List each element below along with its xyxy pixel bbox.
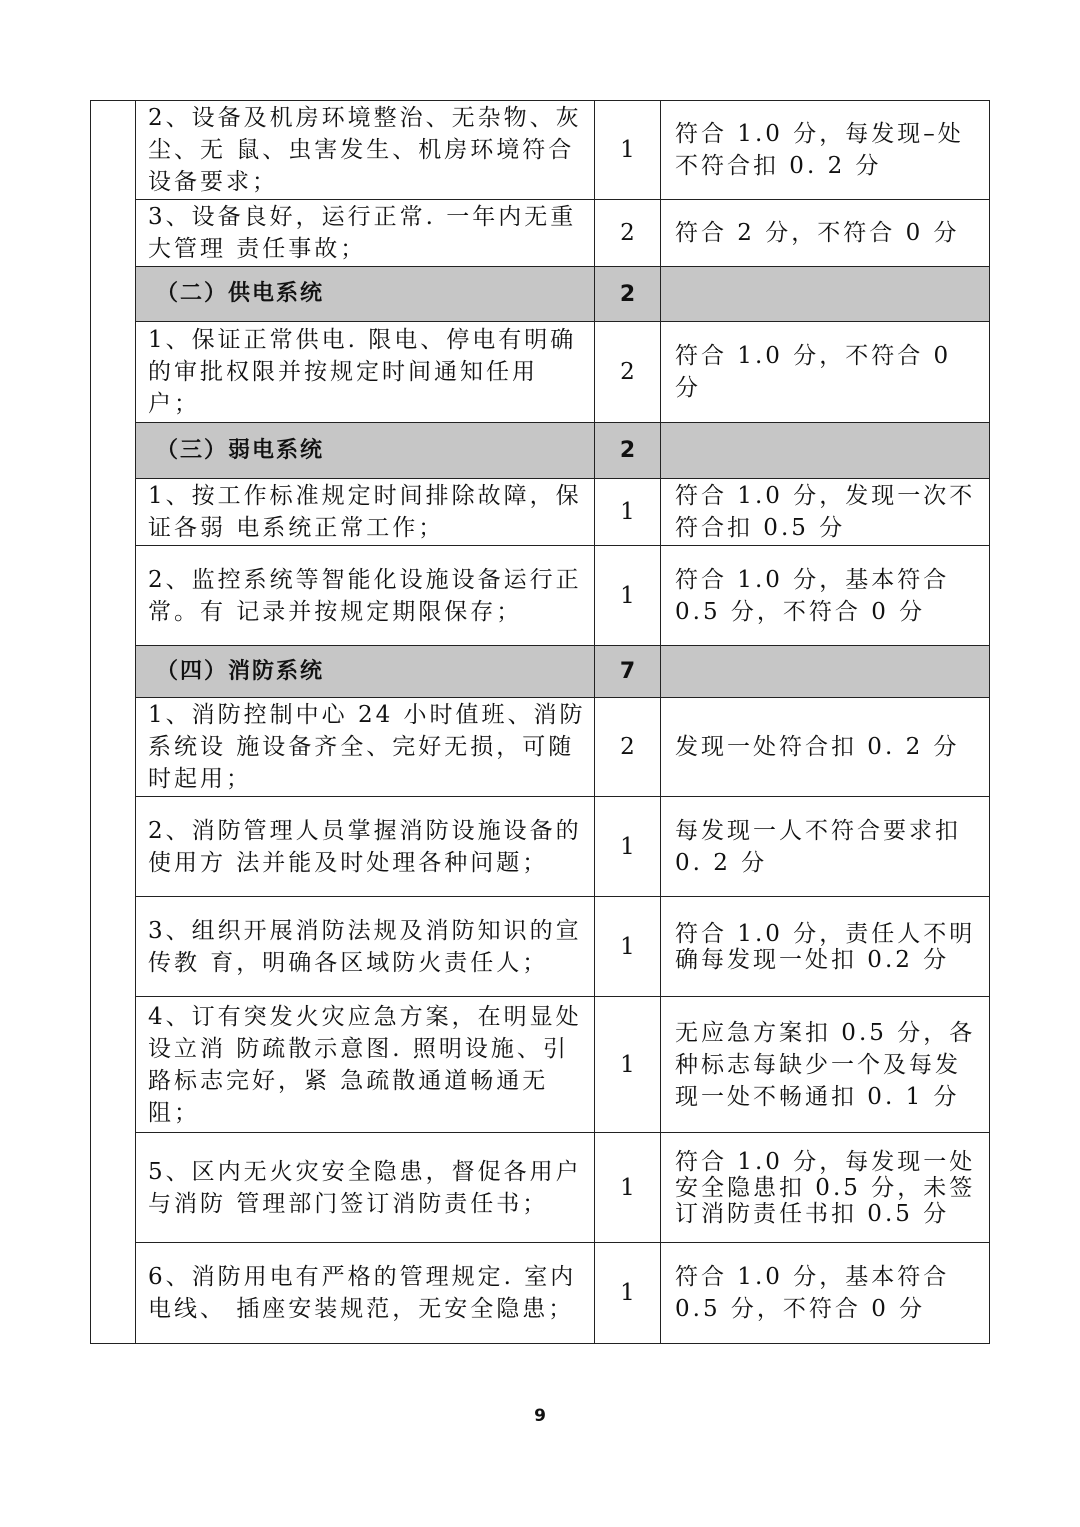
- section-header-row: [91, 646, 990, 698]
- section-title: （三）弱电系统: [136, 423, 595, 479]
- item-cell: 1、保证正常供电. 限电、停电有明确的审批权限并按规定时间通知任用户；: [136, 322, 595, 423]
- table-row: [91, 698, 990, 797]
- table-row: [91, 546, 990, 646]
- section-title: （二）供电系统: [136, 267, 595, 322]
- section-score: 2: [595, 423, 661, 479]
- score-cell: 1: [595, 897, 661, 997]
- section-score: 7: [595, 646, 661, 698]
- category-column-cell: [91, 101, 136, 1344]
- section-title: （四）消防系统: [136, 646, 595, 698]
- score-cell: 2: [595, 200, 661, 267]
- table-row: [91, 797, 990, 897]
- evaluation-table: [90, 100, 990, 1344]
- criteria-cell: 符合 1.0 分，责任人不明确每发现一处扣 0.2 分: [661, 897, 990, 997]
- section-criteria-cell: [661, 423, 990, 479]
- table-row: [91, 200, 990, 267]
- criteria-cell: 发现一处符合扣 0. 2 分: [661, 698, 990, 797]
- score-cell: 1: [595, 546, 661, 646]
- item-cell: 3、组织开展消防法规及消防知识的宣传教 育，明确各区域防火责任人；: [136, 897, 595, 997]
- table-row: [91, 322, 990, 423]
- item-cell: 3、设备良好，运行正常. 一年内无重大管理 责任事故；: [136, 200, 595, 267]
- table-row: [91, 997, 990, 1133]
- item-cell: 6、消防用电有严格的管理规定. 室内电线、 插座安装规范，无安全隐患；: [136, 1243, 595, 1344]
- score-cell: 1: [595, 1243, 661, 1344]
- score-cell: 1: [595, 1133, 661, 1243]
- table-row: [91, 479, 990, 546]
- section-criteria-cell: [661, 267, 990, 322]
- item-cell: 1、按工作标准规定时间排除故障，保证各弱 电系统正常工作；: [136, 479, 595, 546]
- table-row: [91, 1243, 990, 1344]
- criteria-cell: 符合 1.0 分，基本符合 0.5 分，不符合 0 分: [661, 546, 990, 646]
- item-cell: 2、设备及机房环境整治、无杂物、灰尘、无 鼠、虫害发生、机房环境符合设备要求；: [136, 101, 595, 200]
- criteria-cell: 符合 1.0 分，发现一次不符合扣 0.5 分: [661, 479, 990, 546]
- criteria-cell: 每发现一人不符合要求扣 0. 2 分: [661, 797, 990, 897]
- page-number: 9: [534, 1406, 546, 1426]
- score-cell: 1: [595, 997, 661, 1133]
- table-row: [91, 1133, 990, 1243]
- score-cell: 1: [595, 479, 661, 546]
- item-cell: 1、消防控制中心 24 小时值班、消防系统设 施设备齐全、完好无损，可随时起用；: [136, 698, 595, 797]
- criteria-cell: 符合 1.0 分，每发现一处安全隐患扣 0.5 分，未签订消防责任书扣 0.5 分: [661, 1133, 990, 1243]
- section-header-row: [91, 267, 990, 322]
- score-cell: 2: [595, 698, 661, 797]
- criteria-cell: 符合 1.0 分，基本符合 0.5 分，不符合 0 分: [661, 1243, 990, 1344]
- criteria-cell: 符合 1.0 分，每发现–处不符合扣 0. 2 分: [661, 101, 990, 200]
- section-score: 2: [595, 267, 661, 322]
- criteria-cell: 符合 1.0 分，不符合 0 分: [661, 322, 990, 423]
- table-row: [91, 101, 990, 200]
- item-cell: 5、区内无火灾安全隐患，督促各用户与消防 管理部门签订消防责任书；: [136, 1133, 595, 1243]
- criteria-cell: 无应急方案扣 0.5 分，各种标志每缺少一个及每发现一处不畅通扣 0. 1 分: [661, 997, 990, 1133]
- score-cell: 1: [595, 101, 661, 200]
- item-cell: 2、消防管理人员掌握消防设施设备的使用方 法并能及时处理各种问题；: [136, 797, 595, 897]
- score-cell: 1: [595, 797, 661, 897]
- item-cell: 4、订有突发火灾应急方案，在明显处设立消 防疏散示意图. 照明设施、引路标志完好，紧 急疏散通道畅通无阻；: [136, 997, 595, 1133]
- criteria-cell: 符合 2 分，不符合 0 分: [661, 200, 990, 267]
- item-cell: 2、监控系统等智能化设施设备运行正常。有 记录并按规定期限保存；: [136, 546, 595, 646]
- section-header-row: [91, 423, 990, 479]
- score-cell: 2: [595, 322, 661, 423]
- table-row: [91, 897, 990, 997]
- section-criteria-cell: [661, 646, 990, 698]
